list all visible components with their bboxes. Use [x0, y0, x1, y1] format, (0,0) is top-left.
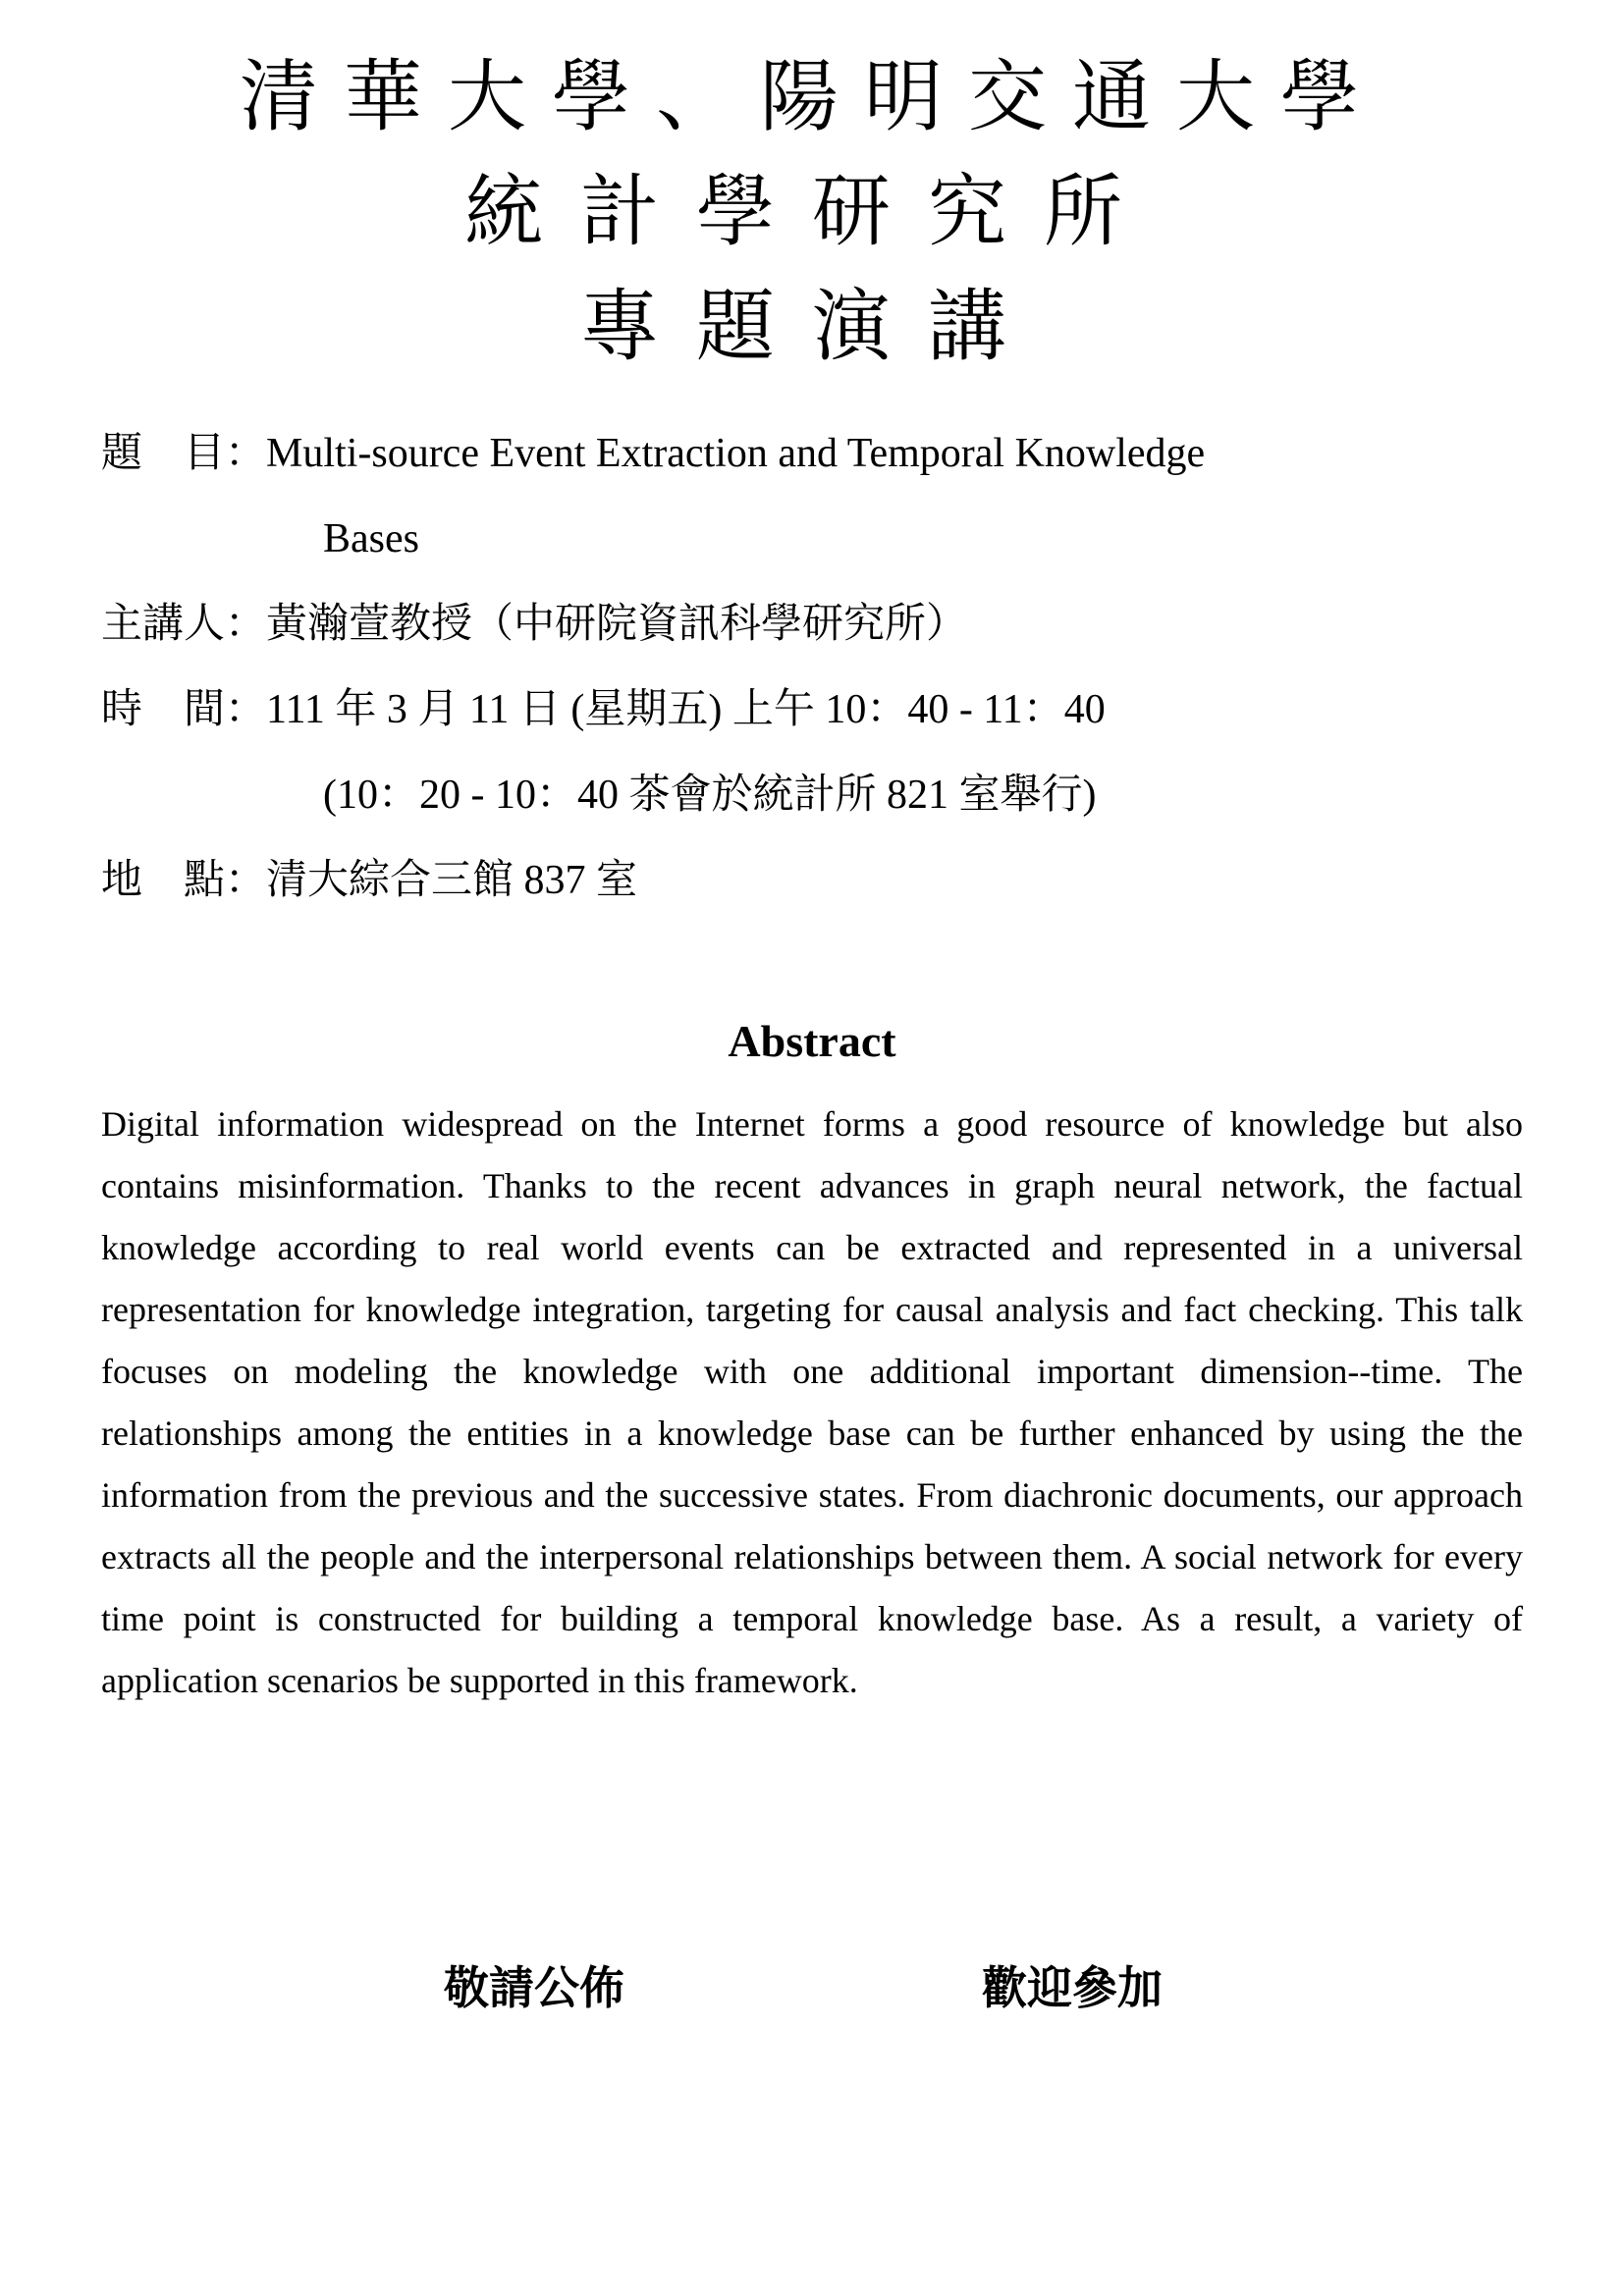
speaker-value: 黃瀚萱教授（中研院資訊科學研究所） [266, 602, 968, 647]
university-title: 清華大學、陽明交通大學 [240, 55, 1384, 141]
time-row [101, 667, 1523, 753]
speaker-label: 主講人： [101, 602, 267, 647]
footer-announce-text: 敬請公佈 [444, 1963, 624, 2013]
seminar-details [101, 411, 1523, 924]
institute-title: 統計學研究所 [464, 170, 1160, 256]
topic-label: 題 目： [101, 431, 267, 476]
topic-value-line1: Multi-source Event Extraction and Temporal Knowledge [266, 431, 1206, 476]
location-row [101, 838, 1523, 924]
abstract-body: Digital information widespread on the Internet forms a good resource of knowledge but also contains misinformation. Thanks to the recent advances in graph neural network, the factual knowledge according to real world events can be extracted and represented in a universal representation for knowledge integration, targeting for causal analysis and fact checking. This talk focuses on modeling the knowledge with one additional important dimension--time. The relationships among the entities in a knowledge base can be further enhanced by using the the information from the previous and the successive states. From diachronic documents, our approach extracts all the people and the interpersonal relationships between them. A social network for every time point is constructed for building a temporal knowledge base. As a result, a variety of application scenarios be supported in this framework. [101, 1104, 1523, 1700]
document-footer [0, 1959, 1624, 2018]
speaker-row [101, 582, 1523, 667]
time-value-line2: (10：20 - 10：40 茶會於統計所 821 室舉行) [323, 773, 1097, 818]
time-value-line1: 111 年 3 月 11 日 (星期五) 上午 10：40 - 11：40 [266, 687, 1106, 732]
location-value: 清大綜合三館 837 室 [266, 858, 638, 903]
topic-row [101, 411, 1523, 497]
topic-row-continuation [101, 497, 1523, 582]
document-header [0, 0, 1624, 386]
abstract-heading: Abstract [728, 1016, 896, 1066]
footer-welcome-text: 歡迎參加 [982, 1963, 1163, 2013]
topic-value-line2: Bases [323, 516, 419, 561]
time-label: 時 間： [101, 687, 267, 732]
time-row-continuation [101, 753, 1523, 838]
lecture-type-title: 專題演講 [580, 285, 1044, 371]
location-label: 地 點： [101, 858, 267, 903]
